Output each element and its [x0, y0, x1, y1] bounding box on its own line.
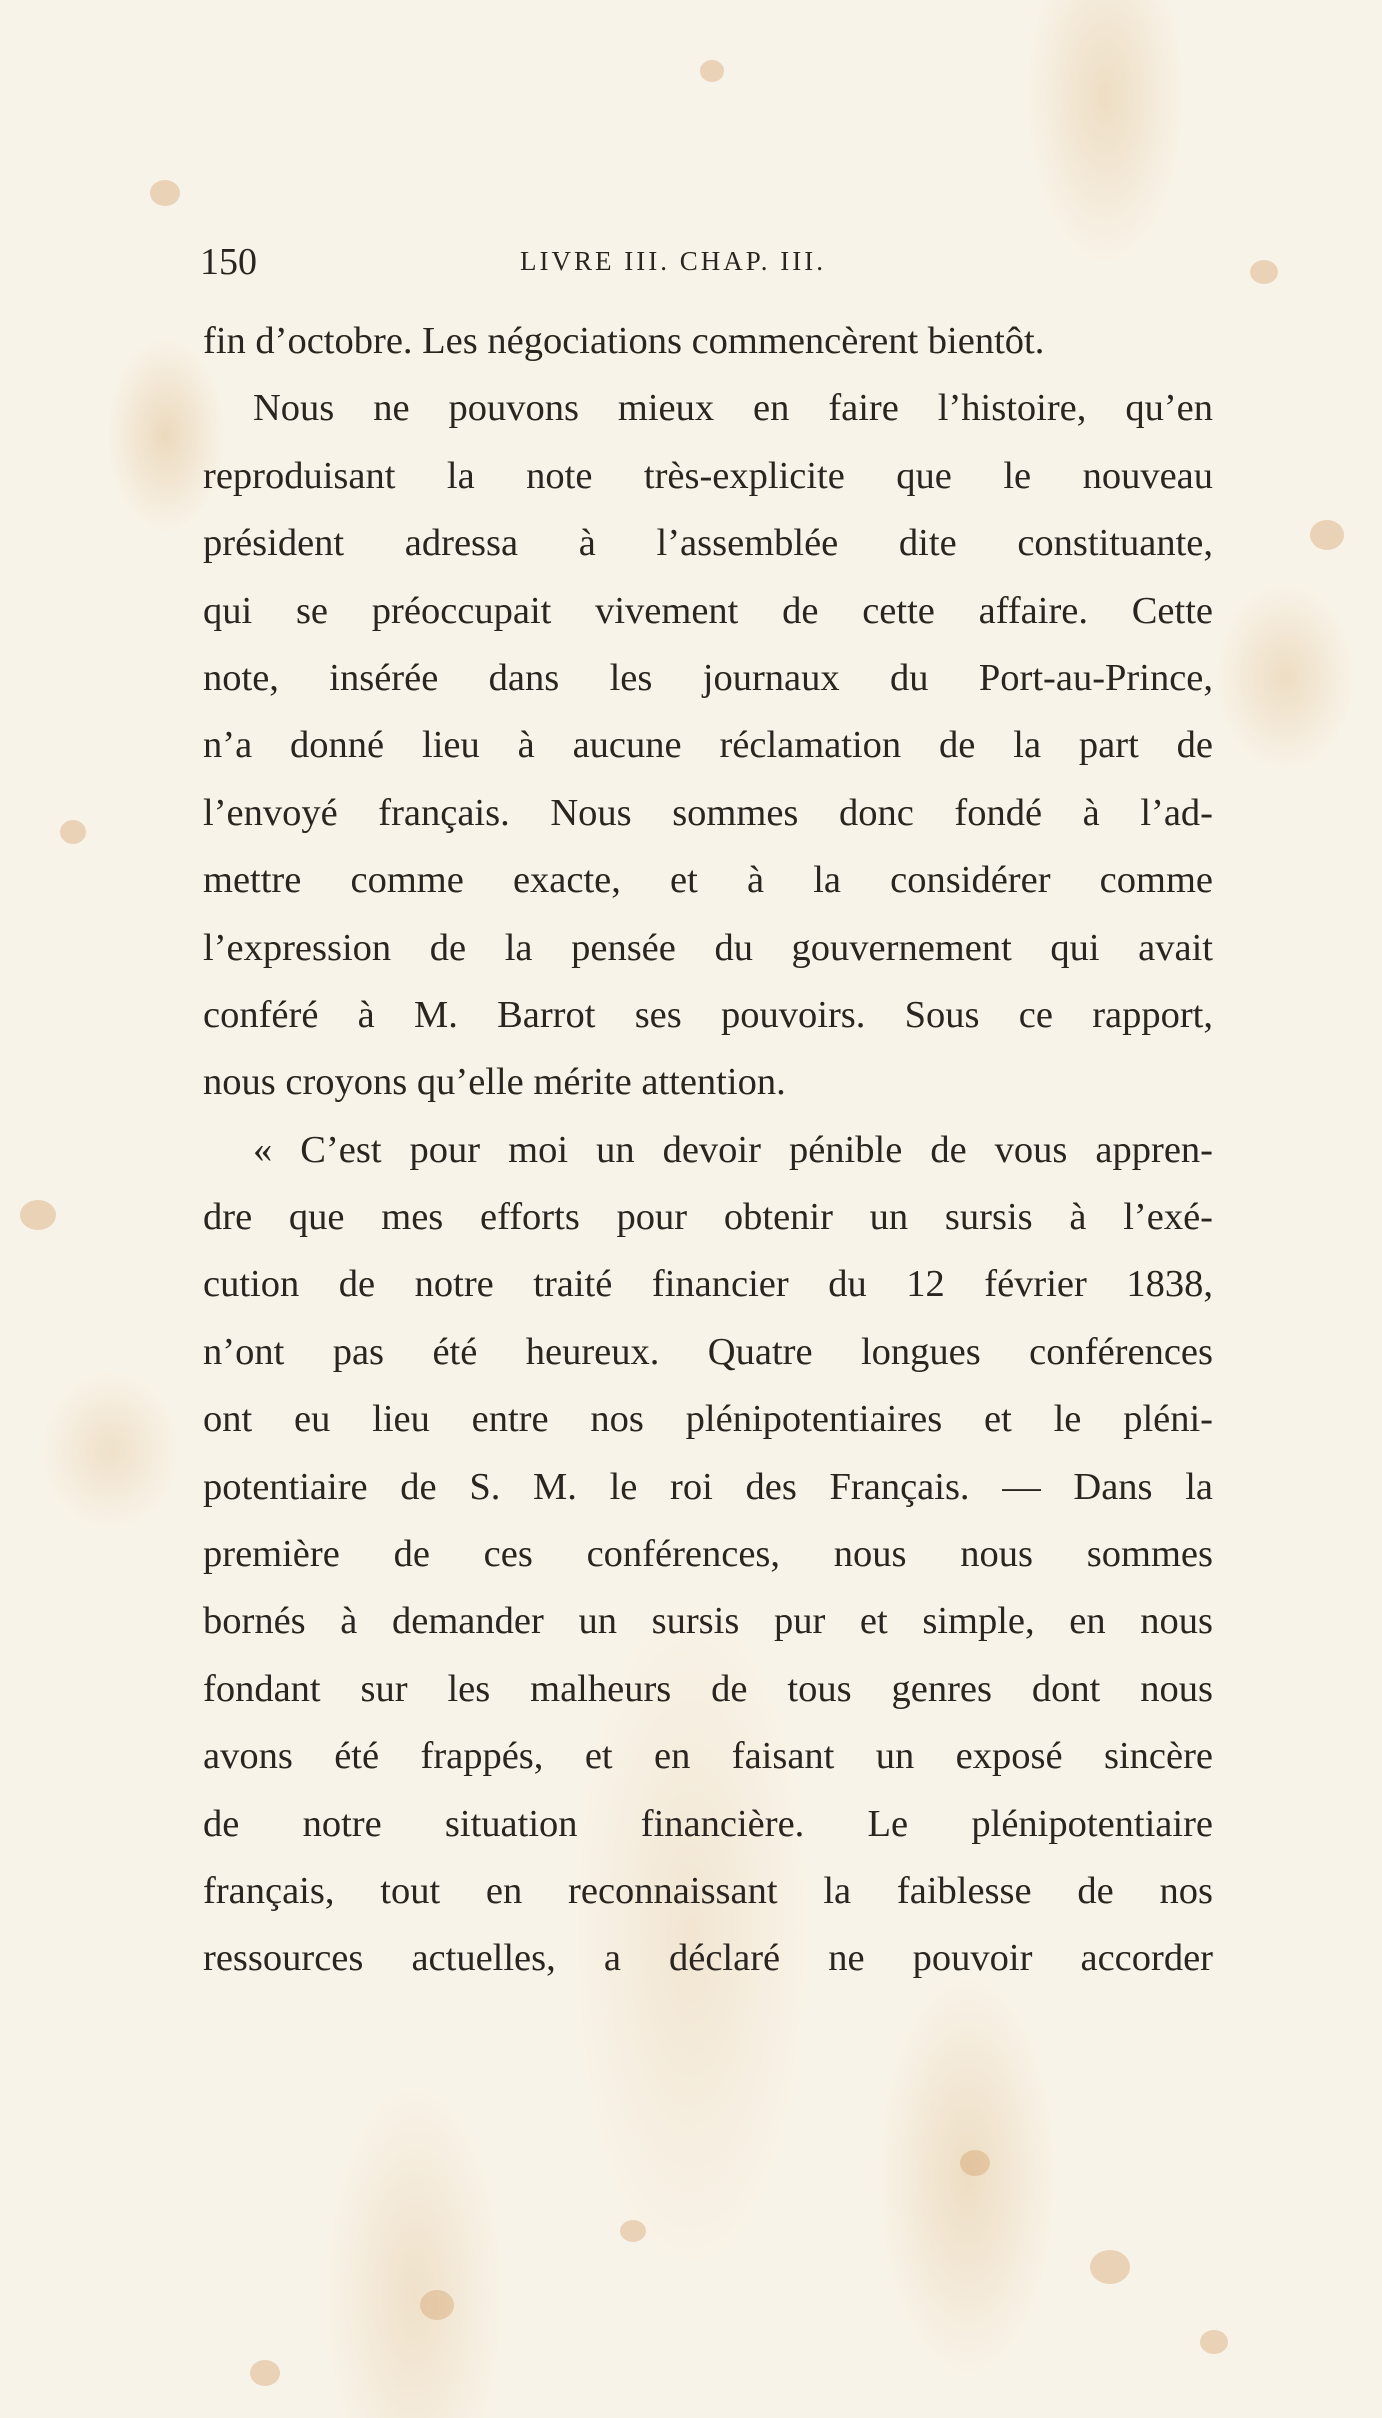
text-line: l’envoyé français. Nous sommes donc fondé à l’ad- [203, 791, 1213, 834]
text-line: avons été frappés, et en faisant un exposé sincère [203, 1735, 1213, 1778]
foxing-spot [150, 180, 180, 206]
text-line: ont eu lieu entre nos plénipotentiaires et le pléni- [203, 1398, 1213, 1441]
text-line: n’a donné lieu à aucune réclamation de la part de [203, 724, 1213, 767]
running-head: LIVRE III. CHAP. III. [520, 246, 826, 276]
text-line: de notre situation financière. Le plénipotentiaire [203, 1802, 1213, 1845]
text-line: fondant sur les malheurs de tous genres dont nous [203, 1667, 1213, 1710]
foxing-spot [1250, 260, 1278, 284]
text-line: n’ont pas été heureux. Quatre longues conférences [203, 1330, 1213, 1373]
text-line: Nous ne pouvons mieux en faire l’histoire, qu’en [253, 387, 1213, 430]
text-line: conféré à M. Barrot ses pouvoirs. Sous ce rapport, [203, 993, 1213, 1036]
text-line: reproduisant la note très-explicite que le nouveau [203, 454, 1213, 497]
text-line: mettre comme exacte, et à la considérer comme [203, 859, 1213, 902]
text-line: président adressa à l’assemblée dite constituante, [203, 522, 1213, 565]
text-line: bornés à demander un sursis pur et simple, en nous [203, 1600, 1213, 1643]
text-line: cution de notre traité financier du 12 février 1838, [203, 1263, 1213, 1306]
text-line: note, insérée dans les journaux du Port-au-Prince, [203, 656, 1213, 699]
foxing-spot [700, 60, 724, 82]
foxing-spot [420, 2290, 454, 2320]
page-number: 150 [200, 241, 257, 283]
foxing-spot [1090, 2250, 1130, 2284]
page-header [200, 240, 1210, 288]
text-line: dre que mes efforts pour obtenir un sursis à l’exé- [203, 1196, 1213, 1239]
text-line: première de ces conférences, nous nous sommes [203, 1533, 1213, 1576]
text-line: français, tout en reconnaissant la faiblesse de nos [203, 1869, 1213, 1912]
foxing-spot [60, 820, 86, 844]
foxing-spot [20, 1200, 56, 1230]
text-line: l’expression de la pensée du gouvernement qui avait [203, 926, 1213, 969]
foxing-spot [1310, 520, 1344, 550]
foxing-spot [250, 2360, 280, 2386]
text-line: ressources actuelles, a déclaré ne pouvoir accorder [203, 1937, 1213, 1980]
text-line: fin d’octobre. Les négociations commencèrent bientôt. [203, 320, 1045, 362]
body-text [203, 308, 1213, 1993]
text-line: qui se préoccupait vivement de cette affaire. Cette [203, 589, 1213, 632]
foxing-spot [960, 2150, 990, 2176]
text-line: nous croyons qu’elle mérite attention. [203, 1061, 786, 1104]
foxing-spot [620, 2220, 646, 2242]
text-line: potentiaire de S. M. le roi des Français. — Dans la [203, 1465, 1213, 1508]
text-line: « C’est pour moi un devoir pénible de vous appren- [253, 1128, 1213, 1171]
foxing-spot [1200, 2330, 1228, 2354]
